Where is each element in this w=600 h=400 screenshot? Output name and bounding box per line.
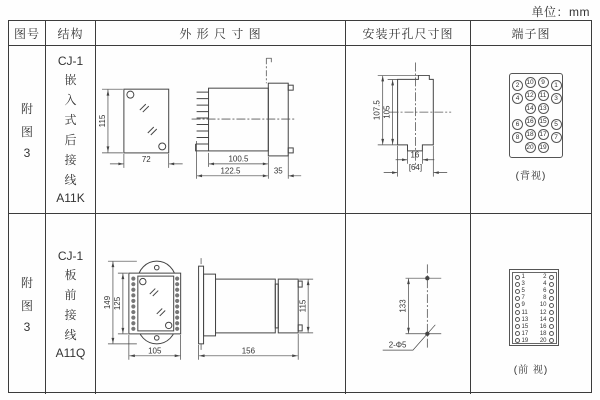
terminal-circle: 9 bbox=[538, 77, 549, 88]
dim-outer-height: 107.5 bbox=[372, 99, 382, 120]
terminal-circle bbox=[515, 324, 520, 329]
dimension-arrows bbox=[381, 75, 438, 173]
label-char: 线 bbox=[64, 327, 77, 342]
terminal-circle: 11 bbox=[538, 90, 549, 101]
terminal-diagram-rear bbox=[509, 73, 563, 158]
terminal-circle bbox=[515, 310, 520, 315]
structure-label-row2 bbox=[56, 247, 86, 361]
outline-cell-row1 bbox=[96, 46, 346, 214]
label-char: 接 bbox=[64, 307, 77, 322]
extension-lines bbox=[102, 89, 288, 179]
label-char: 板 bbox=[64, 267, 77, 282]
dimension-arrows bbox=[107, 90, 294, 177]
structure-row2 bbox=[46, 214, 96, 394]
terminal-row bbox=[515, 309, 554, 316]
terminal-circle bbox=[515, 317, 520, 322]
terminal-circle bbox=[515, 289, 520, 294]
terminal-number: 15 bbox=[521, 323, 529, 330]
screw-hole bbox=[159, 142, 166, 149]
terminal-number: 16 bbox=[539, 323, 547, 330]
terminal-cell-row2 bbox=[471, 214, 591, 394]
terminal-cell-row1 bbox=[471, 46, 591, 214]
flange-tab bbox=[288, 147, 293, 152]
label-char: 前 bbox=[64, 287, 77, 302]
terminal-circle: 20 bbox=[526, 144, 534, 151]
terminal-row bbox=[515, 295, 554, 302]
terminal-circle: 19 bbox=[539, 144, 547, 151]
dim-side-height: 115 bbox=[298, 299, 308, 313]
terminal-circle bbox=[549, 331, 554, 336]
terminal-circle: 13 bbox=[539, 105, 547, 112]
hole-tick-lines bbox=[406, 278, 442, 334]
ear-hole bbox=[154, 265, 159, 270]
mounting-drawing-a11k bbox=[346, 46, 470, 214]
header-figure-no: 图号 bbox=[9, 21, 46, 46]
mounting-cell-row2 bbox=[346, 214, 471, 394]
terminal-row bbox=[515, 288, 554, 295]
label-char: CJ-1 bbox=[57, 54, 84, 68]
terminal-circle bbox=[515, 296, 520, 301]
unit-label: 单位：mm bbox=[531, 5, 590, 19]
terminal-circle: 10 bbox=[526, 79, 534, 86]
terminal-circle bbox=[515, 275, 520, 280]
terminal-number: 20 bbox=[539, 337, 547, 344]
terminal-circle: 15 bbox=[539, 118, 547, 125]
terminal-number: 6 bbox=[543, 288, 547, 295]
terminal-number: 19 bbox=[521, 337, 529, 344]
terminal-number: 7 bbox=[521, 295, 525, 302]
terminal-number: 17 bbox=[521, 330, 529, 337]
terminal-number: 9 bbox=[521, 302, 525, 309]
terminal-circle: 18 bbox=[526, 131, 534, 138]
terminal-circle bbox=[549, 275, 554, 280]
rear-tab bbox=[298, 281, 302, 287]
terminal-number: 10 bbox=[539, 302, 547, 309]
terminal-circle bbox=[549, 317, 554, 322]
relay-front-body bbox=[129, 273, 181, 334]
terminal-circle bbox=[515, 331, 520, 336]
header-structure: 结构 bbox=[46, 21, 96, 46]
terminal-number: 2 bbox=[543, 274, 547, 281]
dim-front-height: 115 bbox=[97, 114, 107, 127]
terminal-circle bbox=[549, 296, 554, 301]
dim-flange-depth: 35 bbox=[273, 165, 283, 175]
terminal-row bbox=[515, 337, 554, 344]
label-char: 3 bbox=[23, 145, 31, 160]
dim-notch-width: 16 bbox=[410, 149, 420, 159]
dim-front-width: 105 bbox=[148, 346, 162, 356]
bottom-foot bbox=[196, 143, 209, 150]
terminal-row bbox=[515, 302, 554, 309]
label-char: 后 bbox=[64, 133, 77, 147]
terminal-circle bbox=[515, 338, 520, 343]
dim-overall-depth: 122.5 bbox=[220, 165, 241, 175]
terminal-circle bbox=[549, 310, 554, 315]
extension-lines bbox=[378, 75, 434, 176]
terminal-number: 3 bbox=[521, 281, 525, 288]
terminal-number: 5 bbox=[521, 288, 525, 295]
view-label-front: (前 视) bbox=[513, 365, 549, 376]
terminal-circle: 17 bbox=[539, 131, 547, 138]
panel-hook bbox=[266, 58, 271, 62]
dim-hole-spacing: 133 bbox=[398, 299, 408, 313]
dim-front-width: 72 bbox=[141, 154, 151, 164]
terminal-circle: 5 bbox=[551, 119, 562, 130]
dim-overall-width: [64] bbox=[408, 162, 423, 172]
relay-side-body bbox=[216, 279, 276, 333]
terminal-circle: 14 bbox=[526, 105, 534, 112]
terminal-diagram-front bbox=[509, 269, 559, 346]
label-char: 附 bbox=[20, 101, 33, 116]
terminal-number: 14 bbox=[539, 316, 547, 323]
terminal-row bbox=[515, 316, 554, 323]
label-char: 入 bbox=[64, 93, 77, 107]
terminal-circle: 2 bbox=[512, 80, 523, 91]
terminal-circle bbox=[549, 303, 554, 308]
outline-drawing-a11q bbox=[96, 214, 345, 394]
terminal-circle bbox=[549, 324, 554, 329]
rear-tab bbox=[298, 325, 302, 331]
terminal-row bbox=[515, 281, 554, 288]
terminal-circle bbox=[549, 338, 554, 343]
label-char: 附 bbox=[20, 276, 33, 290]
figure-label-row1 bbox=[21, 97, 33, 163]
figure-no-row2 bbox=[9, 214, 46, 394]
rear-block bbox=[278, 279, 298, 333]
terminal-circle bbox=[549, 282, 554, 287]
figure-label-row2 bbox=[21, 271, 33, 337]
hatch-mark bbox=[148, 127, 157, 135]
dim-inner-height: 105 bbox=[382, 105, 392, 119]
terminal-circle: 4 bbox=[512, 93, 523, 104]
dim-overall-depth: 156 bbox=[241, 346, 256, 356]
terminal-number: 12 bbox=[539, 309, 547, 316]
outline-cell-row2 bbox=[96, 214, 346, 394]
terminal-circle: 1 bbox=[551, 80, 562, 91]
label-char: 线 bbox=[64, 173, 77, 187]
terminal-circle: 16 bbox=[526, 118, 534, 125]
header-mounting-dims: 安装开孔尺寸图 bbox=[346, 21, 471, 46]
label-char: A11K bbox=[56, 191, 85, 205]
terminal-diagram-front-inner bbox=[512, 272, 557, 344]
flange-tab bbox=[288, 85, 293, 90]
terminal-row bbox=[515, 274, 554, 281]
terminal-circle: 12 bbox=[526, 92, 534, 99]
header-outline-dims: 外 形 尺 寸 图 bbox=[96, 21, 346, 46]
dim-body-depth: 100.5 bbox=[228, 153, 249, 163]
dimension-lines bbox=[108, 89, 301, 175]
outline-drawing-a11k bbox=[96, 46, 345, 214]
dimension-table bbox=[8, 20, 592, 393]
label-char: CJ-1 bbox=[57, 248, 84, 263]
screw-hole bbox=[127, 91, 134, 98]
terminal-number: 18 bbox=[539, 330, 547, 337]
terminal-circle bbox=[549, 289, 554, 294]
ear-hole bbox=[154, 336, 159, 341]
label-char: 图 bbox=[20, 124, 33, 139]
terminal-circle: 8 bbox=[512, 132, 523, 143]
hole-size-label: 2-Φ5 bbox=[388, 340, 407, 350]
label-char: 接 bbox=[64, 153, 77, 167]
base-block bbox=[204, 274, 216, 336]
terminal-number: 1 bbox=[521, 274, 525, 281]
label-char: 式 bbox=[64, 113, 77, 127]
terminal-circle bbox=[515, 282, 520, 287]
terminal-number: 13 bbox=[521, 316, 529, 323]
terminal-circle bbox=[515, 303, 520, 308]
relay-side-body bbox=[209, 88, 269, 151]
mounting-cell-row1 bbox=[346, 46, 471, 214]
structure-row1 bbox=[46, 46, 96, 214]
terminal-circle: 3 bbox=[551, 93, 562, 104]
hatch-mark bbox=[140, 104, 149, 112]
label-char: A11Q bbox=[55, 345, 86, 360]
figure-no-row1 bbox=[9, 46, 46, 214]
mounting-hole bbox=[425, 332, 429, 336]
mounting-hole bbox=[425, 276, 429, 280]
label-char: 嵌 bbox=[64, 73, 77, 87]
terminal-circle: 7 bbox=[551, 132, 562, 143]
dim-inner-height: 125 bbox=[112, 296, 122, 311]
terminal-circle: 6 bbox=[512, 119, 523, 130]
terminal-number: 8 bbox=[543, 295, 547, 302]
view-label-rear: (背视) bbox=[515, 171, 547, 182]
label-char: 3 bbox=[23, 320, 31, 334]
front-flange bbox=[268, 83, 288, 156]
terminal-number: 11 bbox=[521, 309, 528, 316]
label-char: 图 bbox=[20, 299, 33, 313]
panel-flange bbox=[199, 266, 204, 344]
dim-outer-height: 149 bbox=[102, 295, 112, 310]
terminal-row bbox=[515, 323, 554, 330]
structure-label-row1 bbox=[56, 53, 84, 207]
terminal-row bbox=[515, 330, 554, 337]
header-terminal: 端子图 bbox=[471, 21, 591, 46]
terminal-pins bbox=[197, 92, 209, 137]
mounting-drawing-a11q bbox=[346, 214, 470, 394]
terminal-number: 4 bbox=[543, 281, 547, 288]
